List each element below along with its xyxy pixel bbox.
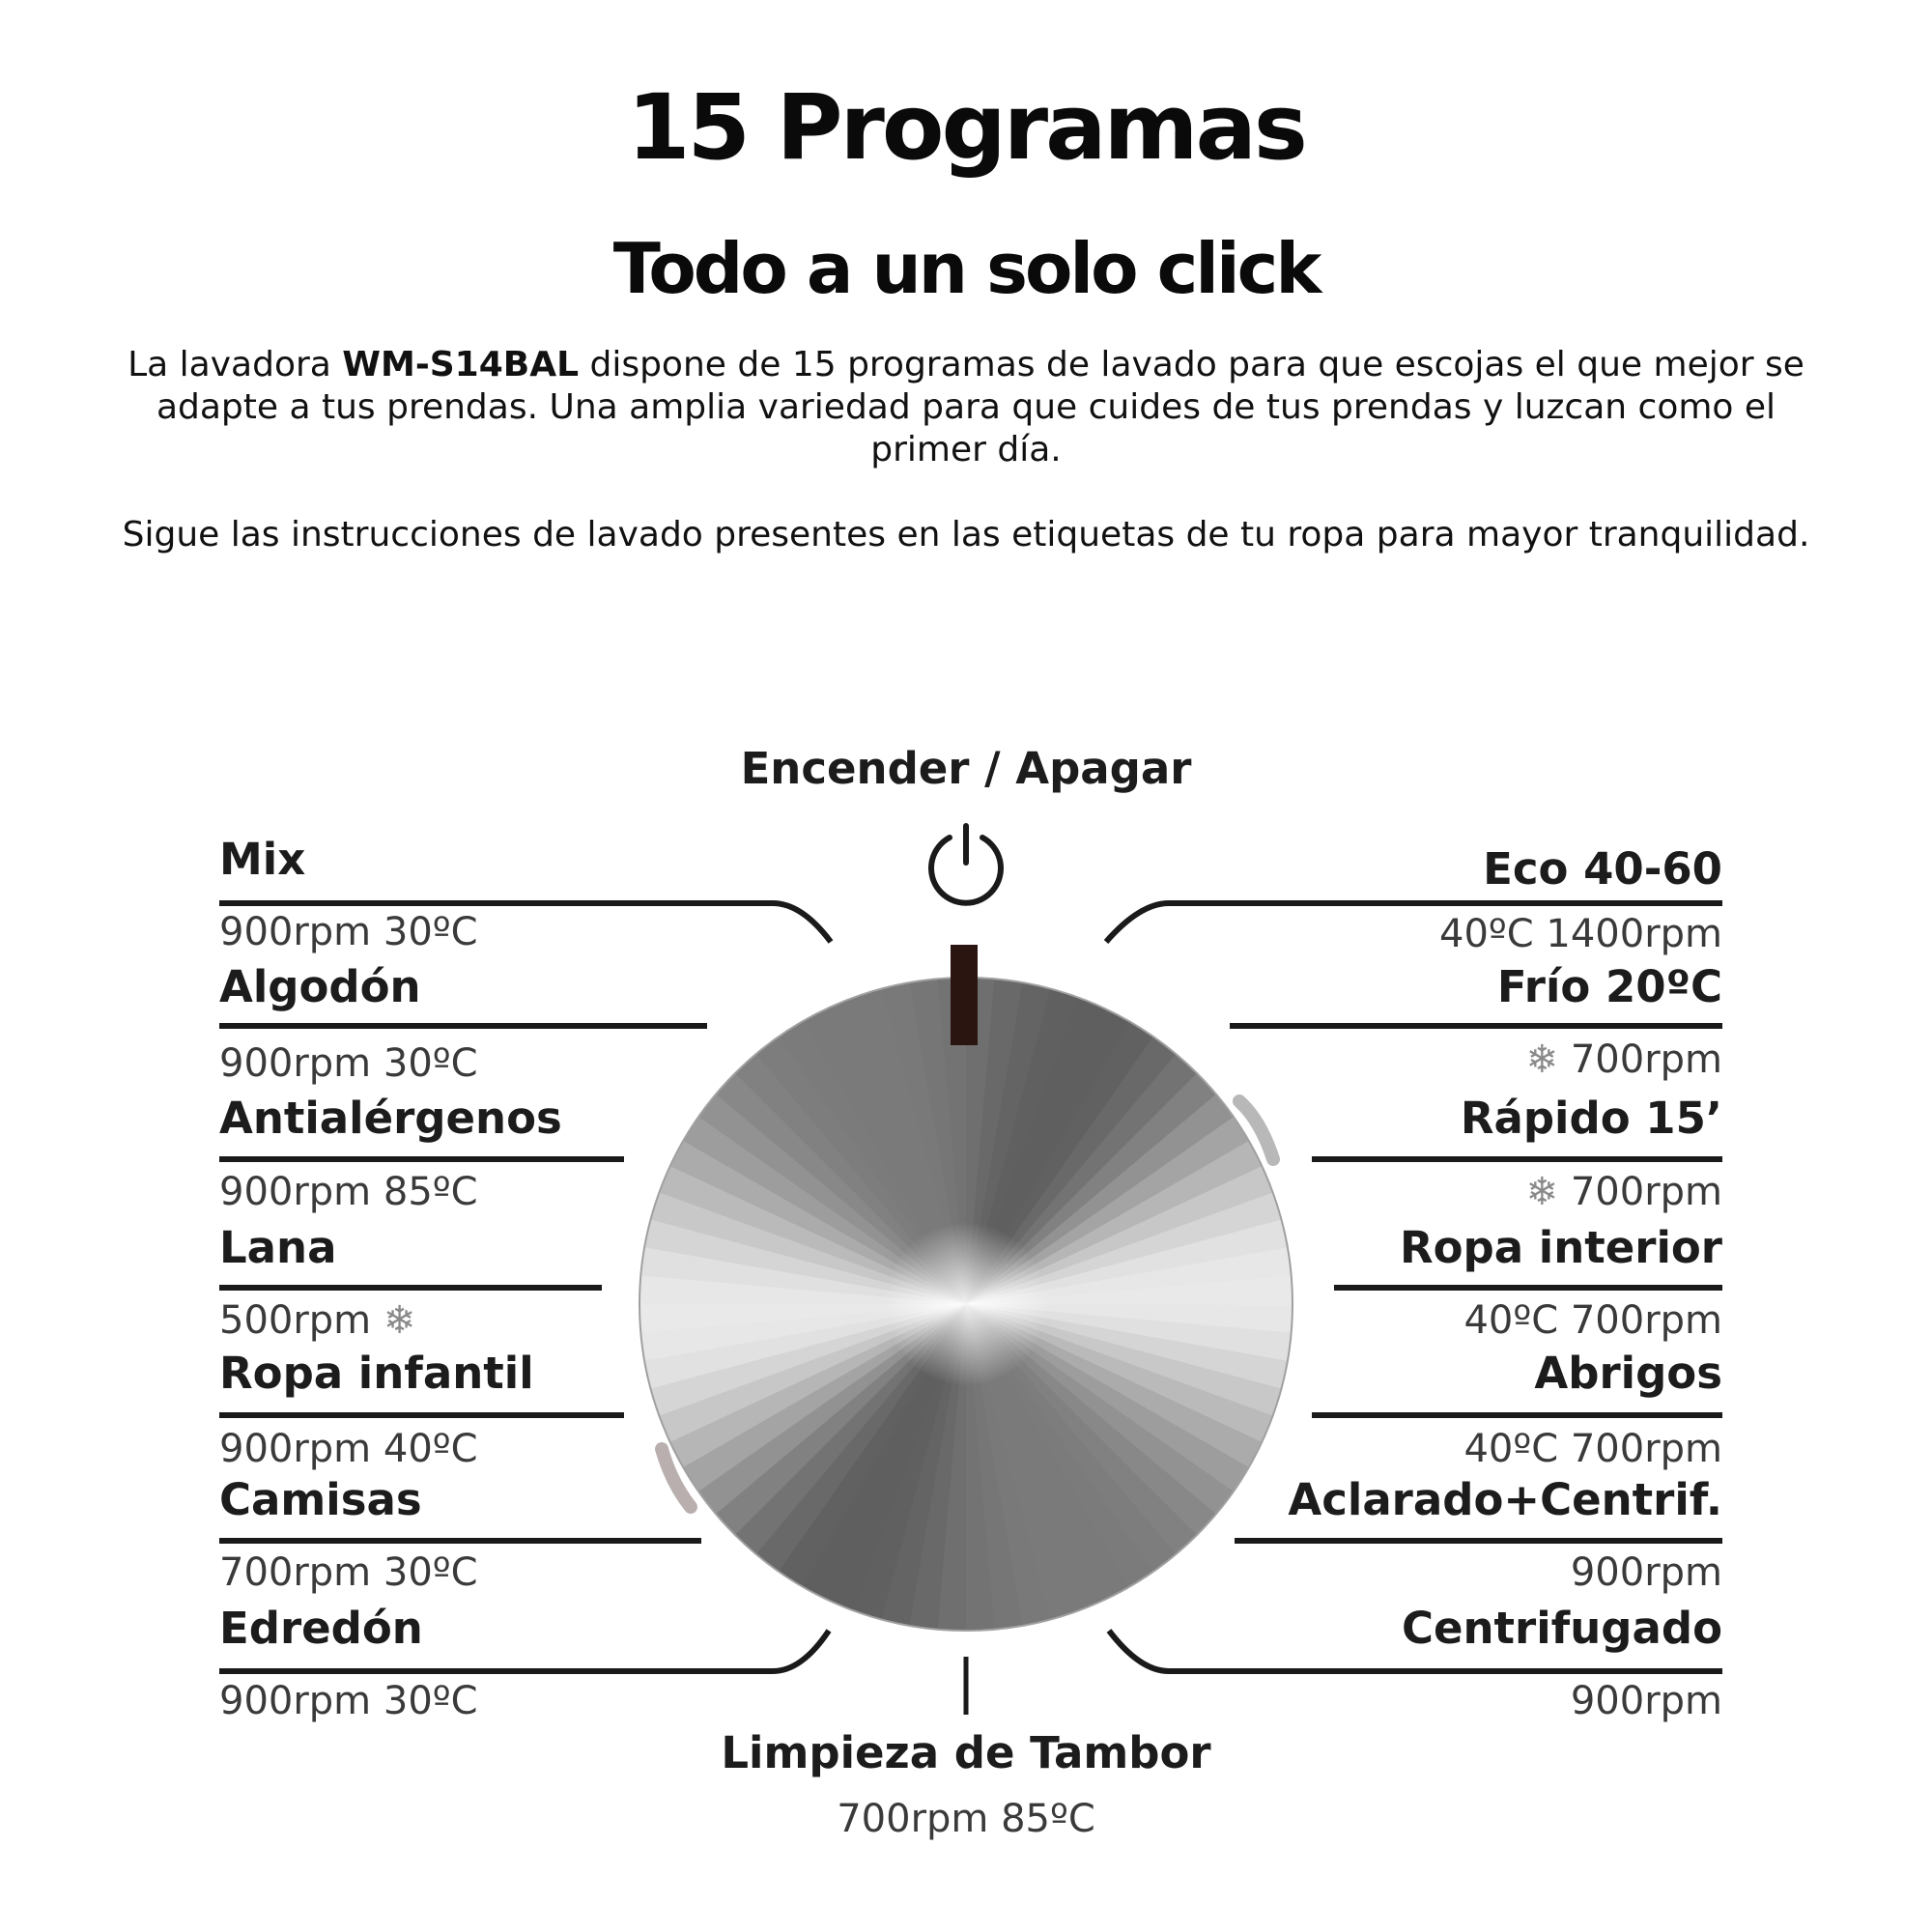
program-lana-spec: 500rpm (219, 1298, 372, 1343)
program-lana[interactable]: Lana (219, 1222, 337, 1273)
program-lana-spec-row (219, 1296, 415, 1345)
drum-clean-spec: 700rpm 85ºC (837, 1797, 1095, 1841)
intro-text-start: La lavadora (128, 345, 343, 384)
program-eco-spec: 40ºC 1400rpm (1439, 912, 1722, 956)
program-centrifugado-spec: 900rpm (1570, 1679, 1722, 1723)
program-ropa-infantil-spec: 900rpm 40ºC (219, 1427, 478, 1471)
program-eco-40-60[interactable]: Eco 40-60 (1483, 843, 1722, 895)
program-edredon-spec: 900rpm 30ºC (219, 1679, 478, 1723)
program-abrigos-spec: 40ºC 700rpm (1463, 1427, 1722, 1471)
program-algodon-spec: 900rpm 30ºC (219, 1041, 478, 1086)
program-algodon[interactable]: Algodón (219, 961, 421, 1012)
program-aclarado-spec: 900rpm (1570, 1550, 1722, 1595)
dial-indicator (951, 945, 978, 1045)
program-frio-spec: 700rpm (1570, 1037, 1722, 1082)
page-subtitle: Todo a un solo click (612, 228, 1320, 309)
program-frio-20[interactable]: Frío 20ºC (1496, 961, 1722, 1012)
program-camisas[interactable]: Camisas (219, 1474, 422, 1525)
snowflake-icon: ❄ (383, 1298, 416, 1343)
power-icon[interactable] (923, 820, 1009, 907)
program-rapido-spec-row (1526, 1168, 1722, 1216)
program-edredon[interactable]: Edredón (219, 1603, 423, 1654)
page-title: 15 Programas (627, 75, 1305, 181)
power-label: Encender / Apagar (740, 743, 1192, 794)
program-abrigos[interactable]: Abrigos (1534, 1348, 1722, 1399)
program-ropa-interior[interactable]: Ropa interior (1399, 1222, 1722, 1273)
model-name: WM-S14BAL (342, 345, 580, 384)
instructions-paragraph: Sigue las instrucciones de lavado presentes en las etiquetas de tu ropa para mayor tranquilidad. (122, 515, 1810, 554)
program-rapido-spec: 700rpm (1570, 1170, 1722, 1214)
program-centrifugado[interactable]: Centrifugado (1401, 1603, 1722, 1654)
program-ropa-interior-spec: 40ºC 700rpm (1463, 1298, 1722, 1343)
program-dial (618, 956, 1314, 1652)
program-ropa-infantil[interactable]: Ropa infantil (219, 1348, 534, 1399)
drum-clean-label: Limpieza de Tambor (721, 1727, 1211, 1778)
program-mix-spec: 900rpm 30ºC (219, 910, 478, 954)
program-antialergenos[interactable]: Antialérgenos (219, 1093, 562, 1144)
program-aclarado-centrif[interactable]: Aclarado+Centrif. (1288, 1474, 1722, 1525)
program-antialergenos-spec: 900rpm 85ºC (219, 1170, 478, 1214)
snowflake-icon: ❄ (1525, 1037, 1559, 1082)
program-camisas-spec: 700rpm 30ºC (219, 1550, 478, 1595)
snowflake-icon: ❄ (1525, 1170, 1559, 1214)
intro-text-end: dispone de 15 programas de lavado para que escojas el que mejor se adapte a tus prendas. Una amplia variedad para que cuides de tus prendas y luzcan como el primer día. (156, 345, 1804, 469)
program-frio-spec-row (1526, 1036, 1722, 1084)
program-mix[interactable]: Mix (219, 834, 306, 885)
program-rapido-15[interactable]: Rápido 15’ (1460, 1093, 1722, 1144)
